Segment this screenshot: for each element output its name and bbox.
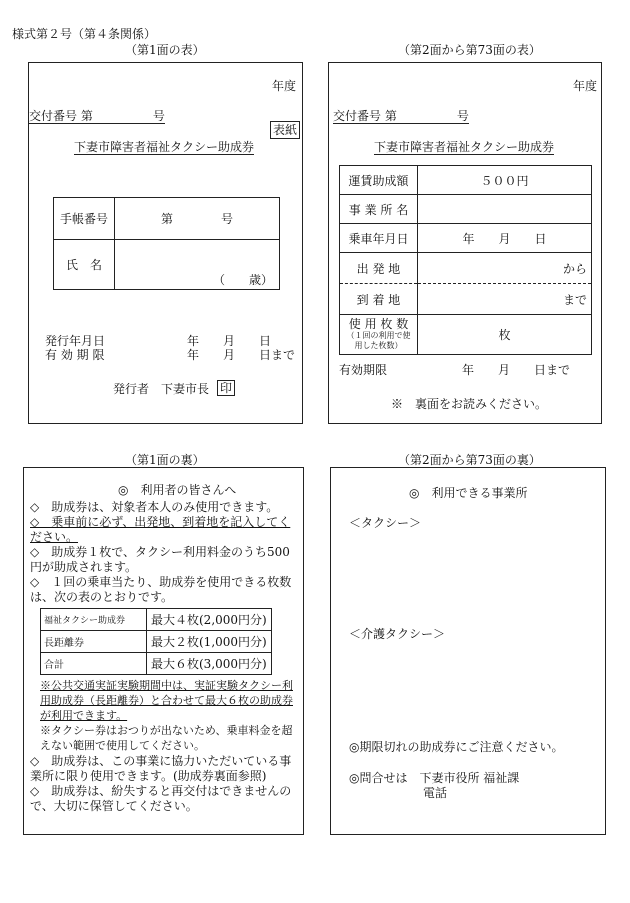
year-label: 年度 bbox=[271, 79, 296, 93]
valid-label: 有 効 期 限 bbox=[45, 348, 105, 362]
back-rest-panel bbox=[330, 467, 606, 835]
year-label: 年度 bbox=[572, 79, 597, 93]
issue-number: 交付番号 第 号 bbox=[333, 109, 469, 123]
notes-block-2 bbox=[40, 678, 300, 753]
phone-label: 電話 bbox=[423, 786, 448, 800]
front-first-panel bbox=[28, 62, 303, 424]
total-value: 最大６枚(3,000円分) bbox=[147, 653, 272, 675]
note-item-6: ◇ 助成券は、紛失すると再交付はできませんので、大切に保管してください。 bbox=[30, 784, 292, 813]
arrival-value: まで bbox=[418, 284, 592, 315]
contact-line: ◎問合せは 下妻市役所 福祉課 bbox=[349, 771, 520, 785]
issue-date-value: 年 月 日 bbox=[187, 334, 272, 348]
count-sub: （１回の利用で使用した枚数） bbox=[346, 331, 411, 350]
ticket-title: 下妻市障害者福祉タクシー助成券 bbox=[374, 140, 555, 154]
departure-label: 出 発 地 bbox=[340, 253, 418, 284]
count-label: 使 用 枚 数 bbox=[348, 317, 409, 331]
seal-mark: 印 bbox=[217, 380, 235, 396]
form-label: 様式第２号（第４条関係） bbox=[12, 27, 157, 41]
notes-block bbox=[30, 500, 300, 605]
ride-date-label: 乗車年月日 bbox=[340, 224, 418, 253]
fare-label: 運賃助成額 bbox=[340, 166, 418, 195]
issue-number: 交付番号 第 号 bbox=[29, 109, 165, 123]
caption-front-rest: （第2面から第73面の表） bbox=[398, 43, 541, 57]
fare-table bbox=[339, 165, 592, 355]
front-rest-panel bbox=[328, 62, 602, 424]
expiry-label: 有効期限 bbox=[339, 363, 388, 377]
note-item-1: ◇ 助成券は、対象者本人のみ使用できます。 bbox=[30, 500, 279, 514]
note-demo: ※公共交通実証実験期間中は、実証実験タクシー利用助成券（長距離券）と合わせて最大６枚の助成券が利用できます。 bbox=[40, 679, 293, 722]
note-item-5: ◇ 助成券は、この事業に協力いただいている事業所に限り使用できます。(助成券裏面参照) bbox=[30, 754, 292, 783]
issuer-label: 発行者 下妻市長 bbox=[113, 382, 210, 396]
notes-block-3 bbox=[30, 754, 300, 814]
valid-value: 年 月 日まで bbox=[187, 348, 296, 362]
welfare-ticket-label: 福祉タクシー助成券 bbox=[41, 609, 147, 631]
welfare-ticket-value: 最大４枚(2,000円分) bbox=[147, 609, 272, 631]
users-heading: ◎ 利用者の皆さんへ bbox=[118, 483, 237, 497]
expiry-warning: ◎期限切れの助成券にご注意ください。 bbox=[349, 740, 564, 754]
count-value: 枚 bbox=[418, 315, 592, 355]
arrival-label: 到 着 地 bbox=[340, 284, 418, 315]
handbook-label: 手帳番号 bbox=[54, 198, 115, 240]
companies-heading: ◎ 利用できる事業所 bbox=[409, 486, 528, 500]
note-item-4: ◇ １回の乗車当たり、助成券を使用できる枚数は、次の表のとおりです。 bbox=[30, 575, 292, 604]
back-note: ※ 裏面をお読みください。 bbox=[391, 397, 548, 411]
age-label: （ 歳） bbox=[212, 273, 273, 287]
care-taxi-section: ＜介護タクシー＞ bbox=[349, 627, 446, 641]
issue-date-label: 発行年月日 bbox=[45, 334, 106, 348]
caption-back-first: （第1面の裏） bbox=[125, 453, 205, 467]
company-value bbox=[418, 195, 592, 224]
long-distance-value: 最大２枚(1,000円分) bbox=[147, 631, 272, 653]
handbook-value: 第 号 bbox=[115, 198, 280, 240]
name-value bbox=[115, 240, 280, 290]
departure-value: から bbox=[418, 253, 592, 284]
cover-badge: 表紙 bbox=[270, 121, 300, 139]
caption-back-rest: （第2面から第73面の裏） bbox=[398, 453, 541, 467]
ride-date-value: 年 月 日 bbox=[418, 224, 592, 253]
company-label: 事 業 所 名 bbox=[340, 195, 418, 224]
long-distance-label: 長距離券 bbox=[41, 631, 147, 653]
total-label: 合計 bbox=[41, 653, 147, 675]
note-item-3: ◇ 助成券１枚で、タクシー利用料金のうち500円が助成されます。 bbox=[30, 545, 290, 574]
caption-front-first: （第1面の表） bbox=[125, 43, 205, 57]
expiry-value: 年 月 日まで bbox=[462, 363, 571, 377]
note-change: ※タクシー券はおつりが出ないため、乗車料金を超えない範囲で使用してください。 bbox=[40, 724, 293, 752]
taxi-section: ＜タクシー＞ bbox=[349, 516, 422, 530]
back-first-panel bbox=[23, 467, 304, 835]
ticket-title: 下妻市障害者福祉タクシー助成券 bbox=[74, 140, 255, 154]
fare-value: ５００円 bbox=[418, 166, 592, 195]
count-cell bbox=[340, 315, 418, 355]
limit-table bbox=[40, 608, 272, 675]
holder-table bbox=[53, 197, 280, 290]
note-item-2: ◇ 乗車前に必ず、出発地、到着地を記入してください。 bbox=[30, 515, 291, 544]
name-label: 氏 名 bbox=[54, 240, 115, 290]
